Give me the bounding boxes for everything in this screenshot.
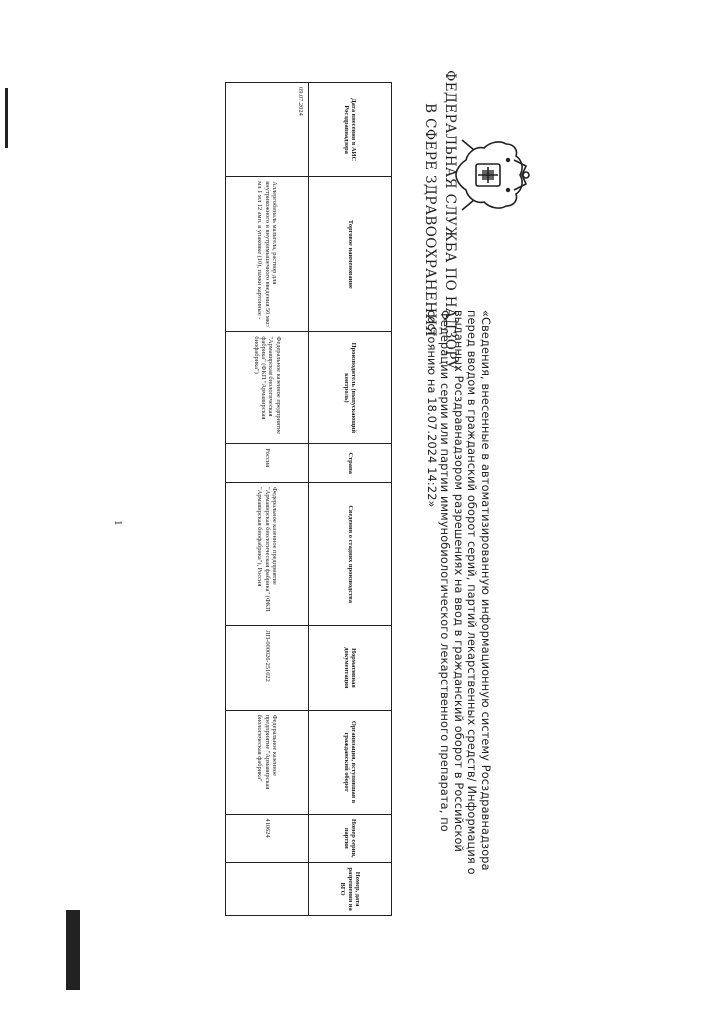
batch-registry-table [225,82,392,916]
table-header-row [309,83,392,916]
cell-normative-docs: ЛП-000026-251022 [226,626,309,710]
agency-line-2: В СФЕРЕ ЗДРАВООХРАНЕНИЯ [422,103,438,337]
column-header-permit: Номер, дата разрешения на ВГО [309,863,392,916]
column-header-trade-name: Торговое наименование [309,177,392,332]
scan-edge-mark [5,88,8,148]
column-header-date: Дата внесения в АИС Росздравнадзора [309,83,392,177]
column-header-organization: Организация, вступившая в гражданский оборот [309,710,392,814]
cell-country: Россия [226,444,309,483]
column-header-production-stages: Сведения о стадиях производства [309,483,392,626]
column-header-serial: Номер серии, партии [309,814,392,863]
agency-line-1: ФЕДЕРАЛЬНАЯ СЛУЖБА ПО НАДЗОРУ [442,70,458,370]
document-heading: «Сведения, внесенные в автоматизированную информационную систему Росздравнадзора перед вводом в гражданский оборот серий, партий лекарственных средств/ Информация о выданных Росздравнадзором разрешениях на ввод в гражданский оборот в Российской Федерации серии или партии иммунобиологического лекарственного препарата, по состоянию на 18.07.2024 14:22» [425,310,492,875]
cell-trade-name: Аллергобиналь мальтела, раствор для внутрикожного и внутримышечного введения 50 мкг/мл 1 мл 12 амп. в упаковке (10), пачки картонные - [226,177,309,332]
cell-organization: Федеральное казенное предприятие "Армавирская биологическая фабрика" [226,710,309,814]
column-header-manufacturer: Производитель (выпускающий контроль) [309,332,392,444]
cell-date: 09.07.2024 [226,83,309,177]
column-header-normative-docs: Нормативная документация [309,626,392,710]
scan-edge-mark [66,910,80,990]
cell-production-stages: Федеральное казенное предприятие "Армавирская биологическая фабрика" (ФКП "Армавирская биофабрика"), Россия [226,483,309,626]
cell-serial: 410624 [226,814,309,863]
cell-manufacturer: Федеральное казенное предприятие "Армавирская биологическая фабрика" (ФКП "Армавирская биофабрика") [226,332,309,444]
column-header-country: Страна [309,444,392,483]
cell-permit [226,863,309,916]
page-number: 1 [112,520,124,526]
table-row [226,83,309,916]
